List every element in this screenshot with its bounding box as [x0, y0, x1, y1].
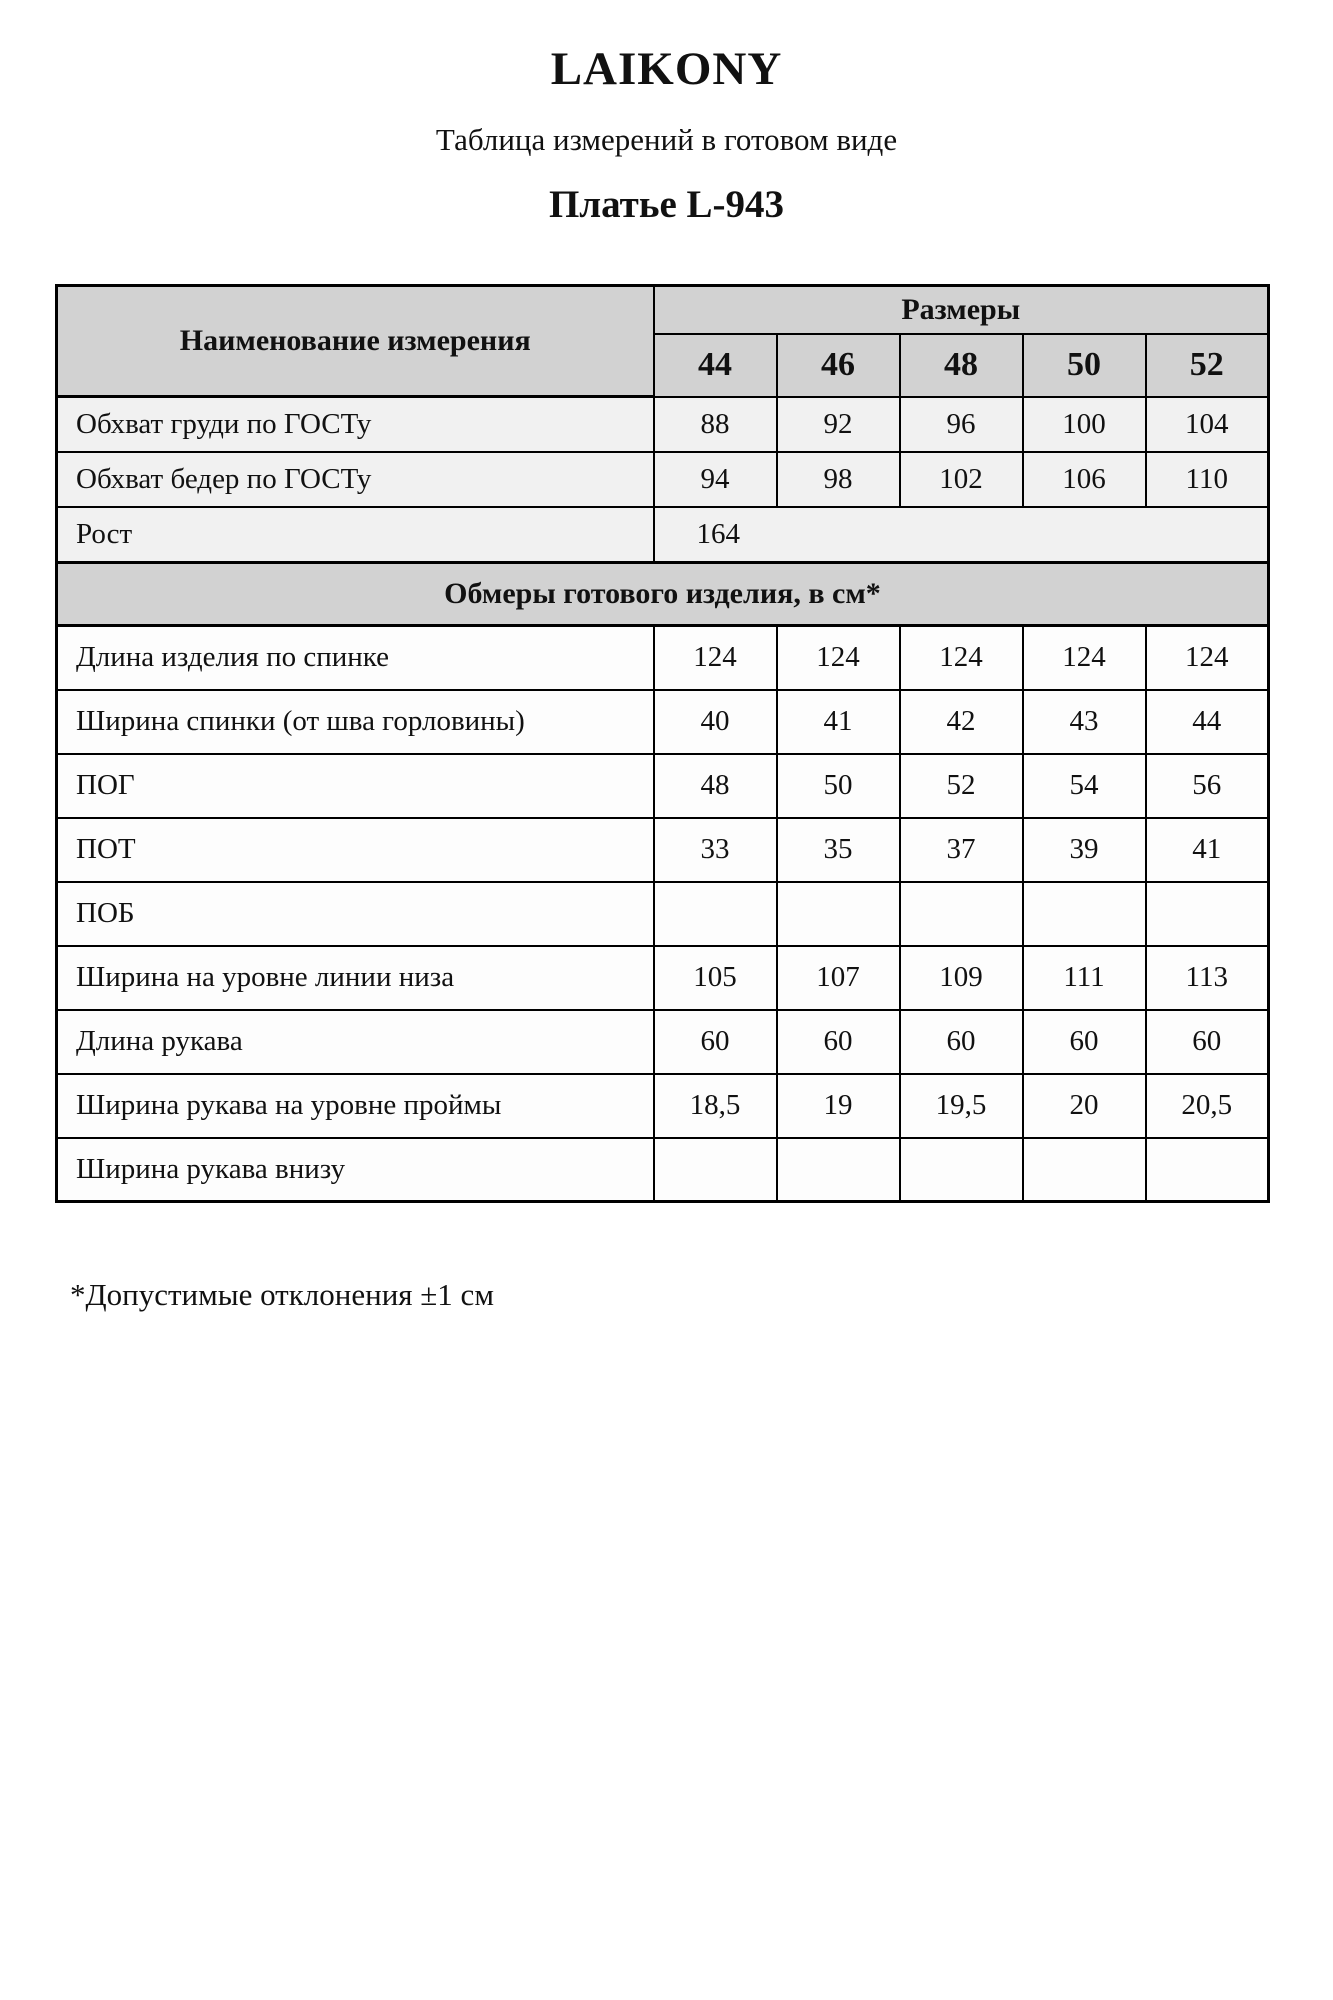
- cell-value: 60: [777, 1010, 900, 1074]
- cell-value: 106: [1023, 452, 1146, 507]
- table-row: [57, 507, 1269, 563]
- doc-subtitle: Таблица измерений в готовом виде: [435, 121, 898, 157]
- size-table: [55, 284, 1270, 1203]
- table-row: [57, 946, 1269, 1010]
- product-title: Платье L-943: [548, 183, 785, 227]
- cell-value: 124: [900, 626, 1023, 690]
- cell-value: [654, 882, 777, 946]
- cell-value: 35: [777, 818, 900, 882]
- cell-value: 41: [777, 690, 900, 754]
- cell-value: [1023, 882, 1146, 946]
- row-label: ПОТ: [57, 818, 654, 882]
- cell-value: 124: [654, 626, 777, 690]
- table-row: [57, 1074, 1269, 1138]
- cell-value: 100: [1023, 397, 1146, 452]
- cell-value: 111: [1023, 946, 1146, 1010]
- row-label: Ширина на уровне линии низа: [57, 946, 654, 1010]
- size-column-header: 48: [900, 334, 1023, 397]
- cell-value: 42: [900, 690, 1023, 754]
- cell-value: 60: [1146, 1010, 1269, 1074]
- table-row: [57, 626, 1269, 690]
- cell-value: 110: [1146, 452, 1269, 507]
- row-label: Ширина спинки (от шва горловины): [57, 690, 654, 754]
- cell-value: 39: [1023, 818, 1146, 882]
- cell-value: [777, 1138, 900, 1202]
- cell-value: 41: [1146, 818, 1269, 882]
- cell-value: [1146, 1138, 1269, 1202]
- cell-value: 50: [777, 754, 900, 818]
- cell-value: [1023, 1138, 1146, 1202]
- row-label: Рост: [57, 507, 654, 563]
- cell-value: 94: [654, 452, 777, 507]
- cell-value: 104: [1146, 397, 1269, 452]
- row-label: Длина рукава: [57, 1010, 654, 1074]
- cell-value: 102: [900, 452, 1023, 507]
- cell-value: 43: [1023, 690, 1146, 754]
- cell-value: 113: [1146, 946, 1269, 1010]
- cell-value: 88: [654, 397, 777, 452]
- cell-value: [900, 1138, 1023, 1202]
- cell-value: 109: [900, 946, 1023, 1010]
- row-label: Длина изделия по спинке: [57, 626, 654, 690]
- table-row: [57, 754, 1269, 818]
- cell-value: 20: [1023, 1074, 1146, 1138]
- cell-value: 54: [1023, 754, 1146, 818]
- cell-value: 92: [777, 397, 900, 452]
- cell-value: 124: [1146, 626, 1269, 690]
- size-column-header: 50: [1023, 334, 1146, 397]
- title-block: [0, 0, 1333, 228]
- cell-value: 37: [900, 818, 1023, 882]
- table-row: [57, 397, 1269, 452]
- cell-value: 44: [1146, 690, 1269, 754]
- cell-value: [1146, 882, 1269, 946]
- brand-title: LAIKONY: [550, 43, 783, 95]
- cell-value: [654, 1138, 777, 1202]
- cell-value: 124: [1023, 626, 1146, 690]
- table-row: [57, 882, 1269, 946]
- size-column-header: 46: [777, 334, 900, 397]
- cell-value: 107: [777, 946, 900, 1010]
- cell-value: 19,5: [900, 1074, 1023, 1138]
- cell-value: 164: [654, 507, 1269, 563]
- cell-value: 56: [1146, 754, 1269, 818]
- cell-value: [900, 882, 1023, 946]
- cell-value: 105: [654, 946, 777, 1010]
- section-header: Обмеры готового изделия, в см*: [57, 563, 1269, 626]
- size-column-header: 52: [1146, 334, 1269, 397]
- table-header-row-top: [57, 286, 1269, 334]
- cell-value: 96: [900, 397, 1023, 452]
- table-body: [57, 397, 1269, 1202]
- row-label: Обхват бедер по ГОСТу: [57, 452, 654, 507]
- cell-value: 20,5: [1146, 1074, 1269, 1138]
- table-row: [57, 818, 1269, 882]
- cell-value: 60: [1023, 1010, 1146, 1074]
- row-label: ПОБ: [57, 882, 654, 946]
- footnote: *Допустимые отклонения ±1 см: [70, 1277, 494, 1313]
- table-row: [57, 1010, 1269, 1074]
- table-row: [57, 452, 1269, 507]
- table-header-sizes: Размеры: [654, 286, 1269, 334]
- cell-value: 40: [654, 690, 777, 754]
- row-label: ПОГ: [57, 754, 654, 818]
- row-label: Ширина рукава внизу: [57, 1138, 654, 1202]
- cell-value: 19: [777, 1074, 900, 1138]
- cell-value: 124: [777, 626, 900, 690]
- cell-value: 98: [777, 452, 900, 507]
- size-column-header: 44: [654, 334, 777, 397]
- cell-value: 60: [900, 1010, 1023, 1074]
- table-row: [57, 1138, 1269, 1202]
- cell-value: 52: [900, 754, 1023, 818]
- cell-value: 60: [654, 1010, 777, 1074]
- cell-value: 33: [654, 818, 777, 882]
- row-label: Обхват груди по ГОСТу: [57, 397, 654, 452]
- section-header-row: [57, 563, 1269, 626]
- cell-value: [777, 882, 900, 946]
- cell-value: 18,5: [654, 1074, 777, 1138]
- table-header-name: Наименование измерения: [57, 286, 654, 397]
- row-label: Ширина рукава на уровне проймы: [57, 1074, 654, 1138]
- table-row: [57, 690, 1269, 754]
- cell-value: 48: [654, 754, 777, 818]
